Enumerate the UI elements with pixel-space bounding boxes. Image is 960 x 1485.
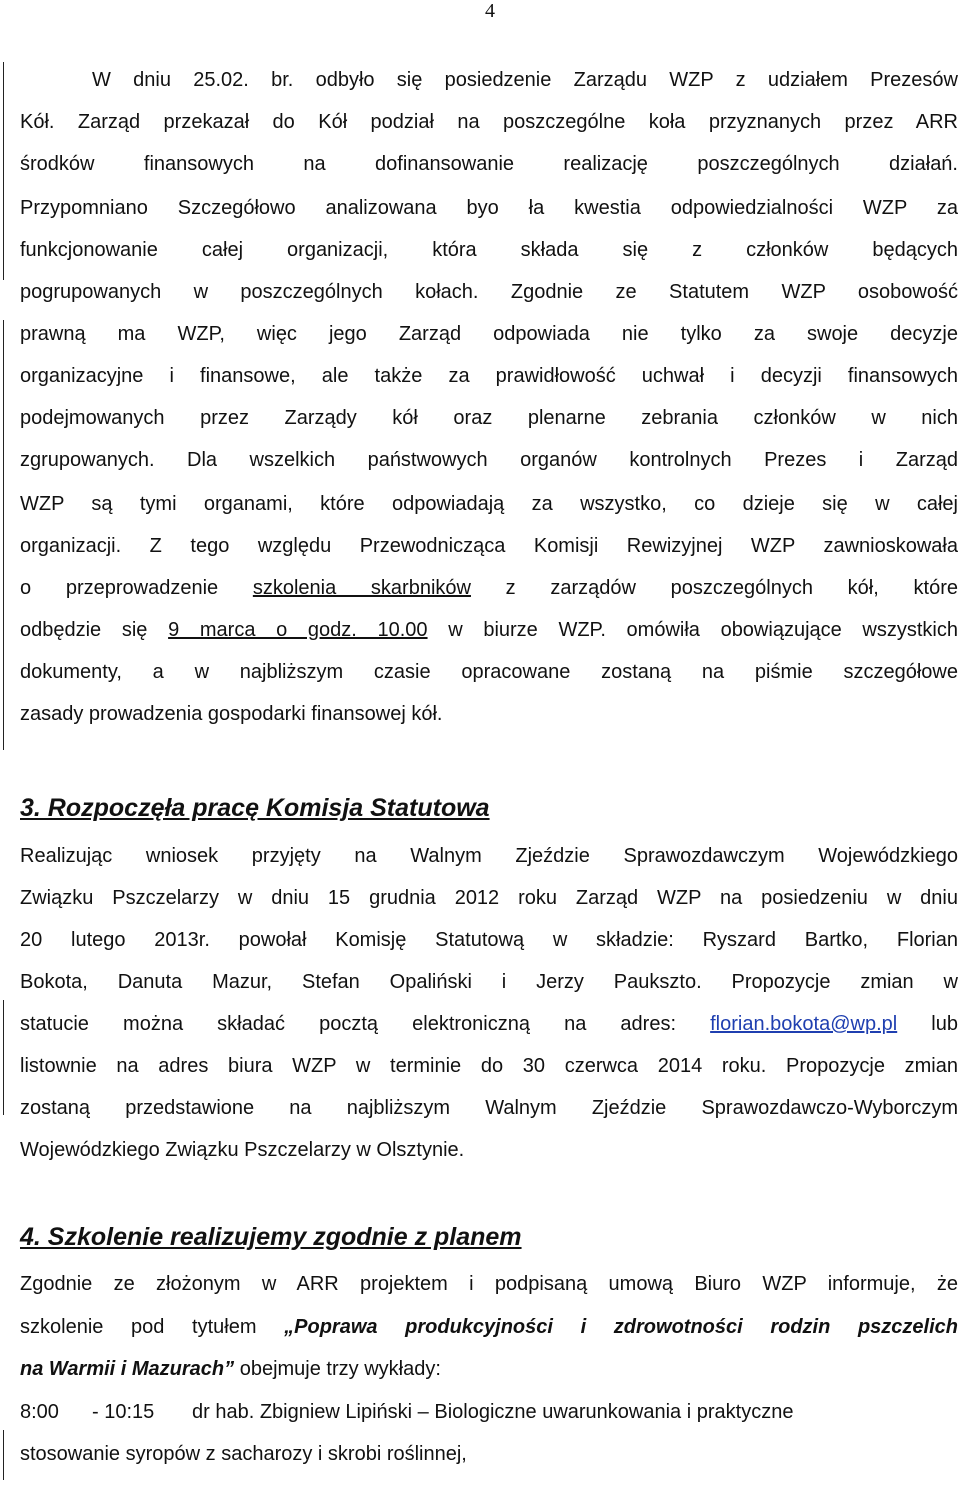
paragraph-line: Bokota, Danuta Mazur, Stefan Opaliński i Jerzy Paukszto. Propozycje zmian w	[20, 971, 958, 993]
schedule-line: stosowanie syropów z sacharozy i skrobi roślinnej,	[20, 1443, 467, 1465]
paragraph-line: zostaną przedstawione na najbliższym Walnym Zjeździe Sprawozdawczo-Wyborczym	[20, 1097, 958, 1119]
schedule-end: - 10:15	[92, 1401, 155, 1423]
paragraph-line: 20 lutego 2013r. powołał Komisję Statutową w składzie: Ryszard Bartko, Florian	[20, 929, 958, 951]
training-title: „Poprawa produkcyjności i zdrowotności rodzin pszczelich	[284, 1316, 958, 1338]
email-link[interactable]: florian.bokota@wp.pl	[710, 1013, 898, 1035]
paragraph-line: Wojewódzkiego Związku Pszczelarzy w Olsztynie.	[20, 1139, 465, 1161]
section-3-heading: 3. Rozpoczęła pracę Komisja Statutowa	[20, 794, 490, 822]
training-title-cont: na Warmii i Mazurach”	[20, 1358, 235, 1380]
text: szkolenie pod tytułem	[20, 1316, 285, 1338]
text: w biurze WZP. omówiła obowiązujące wszystkich	[427, 619, 958, 641]
paragraph-line: prawną ma WZP, więc jego Zarząd odpowiada nie tylko za swoje decyzje	[20, 323, 958, 345]
paragraph-line	[20, 1315, 958, 1339]
date-underlined: 9 marca o godz. 10.00	[168, 619, 428, 641]
paragraph-line: listownie na adres biura WZP w terminie do 30 czerwca 2014 roku. Propozycje zmian	[20, 1055, 958, 1077]
paragraph-line: Związku Pszczelarzy w dniu 15 grudnia 2012 roku Zarząd WZP na posiedzeniu w dniu	[20, 887, 958, 909]
schedule-start: 8:00	[20, 1401, 59, 1423]
paragraph-line: W dniu 25.02. br. odbyło się posiedzenie Zarządu WZP z udziałem Prezesów	[92, 69, 958, 91]
section-4-heading: 4. Szkolenie realizujemy zgodnie z planem	[20, 1223, 522, 1251]
change-bar	[3, 320, 4, 750]
change-bar	[3, 1430, 4, 1480]
paragraph-line: Przypomniano Szczegółowo analizowana byo ła kwestia odpowiedzialności WZP za	[20, 197, 958, 219]
paragraph-line: WZP są tymi organami, które odpowiadają za wszystko, co dzieje się w całej	[20, 493, 958, 515]
training-underlined: szkolenia skarbników	[252, 577, 471, 599]
text: statucie można składać pocztą elektroniczną na adres:	[20, 1013, 711, 1035]
paragraph-line: dokumenty, a w najbliższym czasie opracowane zostaną na piśmie szczegółowe	[20, 661, 958, 683]
paragraph-line: Kół. Zarząd przekazał do Kół podział na poszczególne koła przyznanych przez ARR	[20, 111, 958, 133]
text: lub	[897, 1013, 958, 1035]
text: o przeprowadzenie	[20, 577, 253, 599]
paragraph-line	[20, 1012, 958, 1036]
paragraph-line: środków finansowych na dofinansowanie realizację poszczególnych działań.	[20, 153, 958, 175]
paragraph-line: Zgodnie ze złożonym w ARR projektem i podpisaną umową Biuro WZP informuje, że	[20, 1273, 958, 1295]
page-number: 4	[485, 0, 495, 22]
paragraph-line: pogrupowanych w poszczególnych kołach. Zgodnie ze Statutem WZP osobowość	[20, 281, 958, 303]
change-bar	[3, 62, 4, 280]
paragraph-line	[20, 576, 958, 600]
paragraph-line: organizacyjne i finansowe, ale także za prawidłowość uchwał i decyzji finansowych	[20, 365, 958, 387]
paragraph-line: Realizując wniosek przyjęty na Walnym Zjeździe Sprawozdawczym Wojewódzkiego	[20, 845, 958, 867]
paragraph-line: zasady prowadzenia gospodarki finansowej kół.	[20, 703, 443, 725]
paragraph-line: podejmowanych przez Zarządy kół oraz plenarne zebrania członków w nich	[20, 407, 958, 429]
text: z zarządów poszczególnych kół, które	[470, 577, 958, 599]
paragraph-line	[20, 1357, 958, 1381]
paragraph-line: organizacji. Z tego względu Przewodnicząca Komisji Rewizyjnej WZP zawnioskowała	[20, 535, 958, 557]
paragraph-line: funkcjonowanie całej organizacji, która składa się z członków będących	[20, 239, 958, 261]
schedule-line	[20, 1400, 958, 1424]
schedule-text: dr hab. Zbigniew Lipiński – Biologiczne uwarunkowania i praktyczne	[192, 1401, 794, 1423]
paragraph-line	[20, 618, 958, 642]
text: obejmuje trzy wykłady:	[234, 1358, 441, 1380]
change-bar	[3, 1000, 4, 1115]
text: odbędzie się	[20, 619, 169, 641]
paragraph-line: zgrupowanych. Dla wszelkich państwowych organów kontrolnych Prezes i Zarząd	[20, 449, 958, 471]
